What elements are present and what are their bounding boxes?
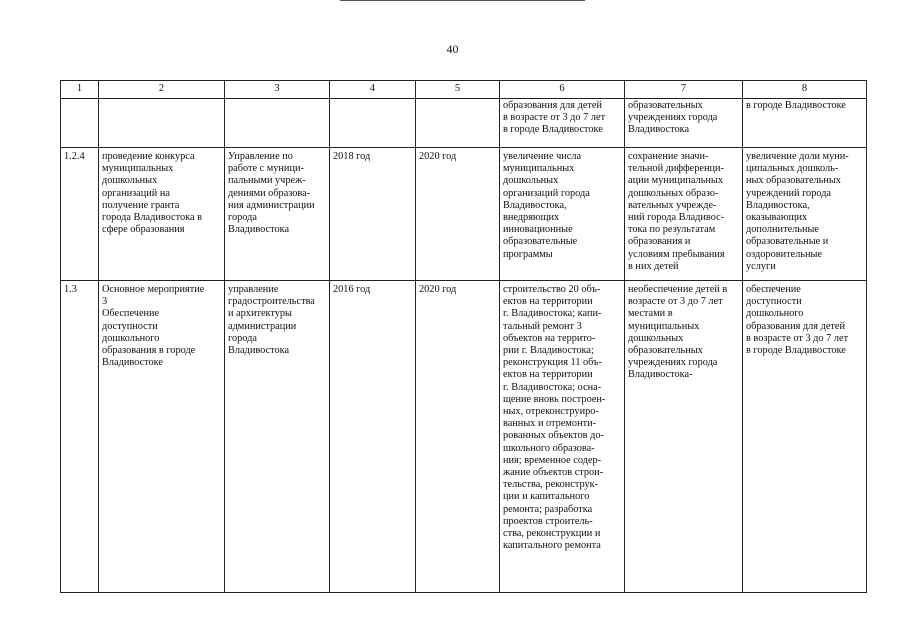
header-cell: 4 [330, 81, 416, 99]
cell-end: 2020 год [416, 148, 500, 281]
cell-result: образования для детей в возрасте от 3 до 7 лет в городе Владивостоке [500, 99, 625, 148]
cell-indicator: в городе Владивостоке [743, 99, 867, 148]
cell-consequence: образовательных учреждениях города Владивостока [625, 99, 743, 148]
header-cell: 6 [500, 81, 625, 99]
cell-executor: управление градостроительства и архитектуры администрации города Владивостока [225, 281, 330, 593]
cell-activity [99, 99, 225, 148]
cell-consequence: сохранение значи- тельной дифференци- ации муниципальных дошкольных образо- вательных учрежде- ний города Владивос- тока по результатам образования и условиям пребывания в них детей [625, 148, 743, 281]
cell-consequence: необеспечение детей в возрасте от 3 до 7 лет местами в муниципальных дошкольных образовательных учреждениях города Владивостока- [625, 281, 743, 593]
page-number: 40 [446, 42, 459, 56]
header-cell: 2 [99, 81, 225, 99]
table-row [61, 148, 867, 281]
cell-number: 1.2.4 [61, 148, 99, 281]
cell-start: 2016 год [330, 281, 416, 593]
header-cell: 3 [225, 81, 330, 99]
cell-activity: Основное мероприятие 3 Обеспечение доступности дошкольного образования в городе Владивостоке [99, 281, 225, 593]
table-row [61, 99, 867, 148]
header-row [61, 81, 867, 99]
cell-start: 2018 год [330, 148, 416, 281]
cell-end [416, 99, 500, 148]
cell-number [61, 99, 99, 148]
cell-result: увеличение числа муниципальных дошкольных организаций города Владивостока, внедряющих инновационные образовательные программы [500, 148, 625, 281]
header-cell: 1 [61, 81, 99, 99]
cell-start [330, 99, 416, 148]
cell-number: 1.3 [61, 281, 99, 593]
header-cell: 5 [416, 81, 500, 99]
cell-executor: Управление по работе с муници- пальными учреж- дениями образова- ния администрации города Владивостока [225, 148, 330, 281]
cell-end: 2020 год [416, 281, 500, 593]
cell-executor [225, 99, 330, 148]
cell-activity: проведение конкурса муниципальных дошкольных организаций на получение гранта города Владивостока в сфере образования [99, 148, 225, 281]
cell-result: строительство 20 объ- ектов на территории г. Владивостока; капи- тальный ремонт 3 объектов на террито- рии г. Владивостока; реконструкция 11 объ- ектов на территории г. Владивостока; осна- щение вновь построен- ных, отреконструиро- ванных и отремонти- рованных объектов до- школьного образова- ния; временное содер- жание объектов строи- тельства, реконструк- ции и капитального ремонта; разработка проектов строитель- ства, реконструкции и капитального ремонта [500, 281, 625, 593]
header-cell: 8 [743, 81, 867, 99]
table-row [61, 281, 867, 593]
plan-table [60, 80, 867, 593]
header-cell: 7 [625, 81, 743, 99]
top-rule [340, 0, 585, 1]
cell-indicator: обеспечение доступности дошкольного образования для детей в возрасте от 3 до 7 лет в городе Владивостоке [743, 281, 867, 593]
cell-indicator: увеличение доли муни- ципальных дошколь- ных образовательных учреждений города Владивостока, оказывающих дополнительные образовательные и оздоровительные услуги [743, 148, 867, 281]
